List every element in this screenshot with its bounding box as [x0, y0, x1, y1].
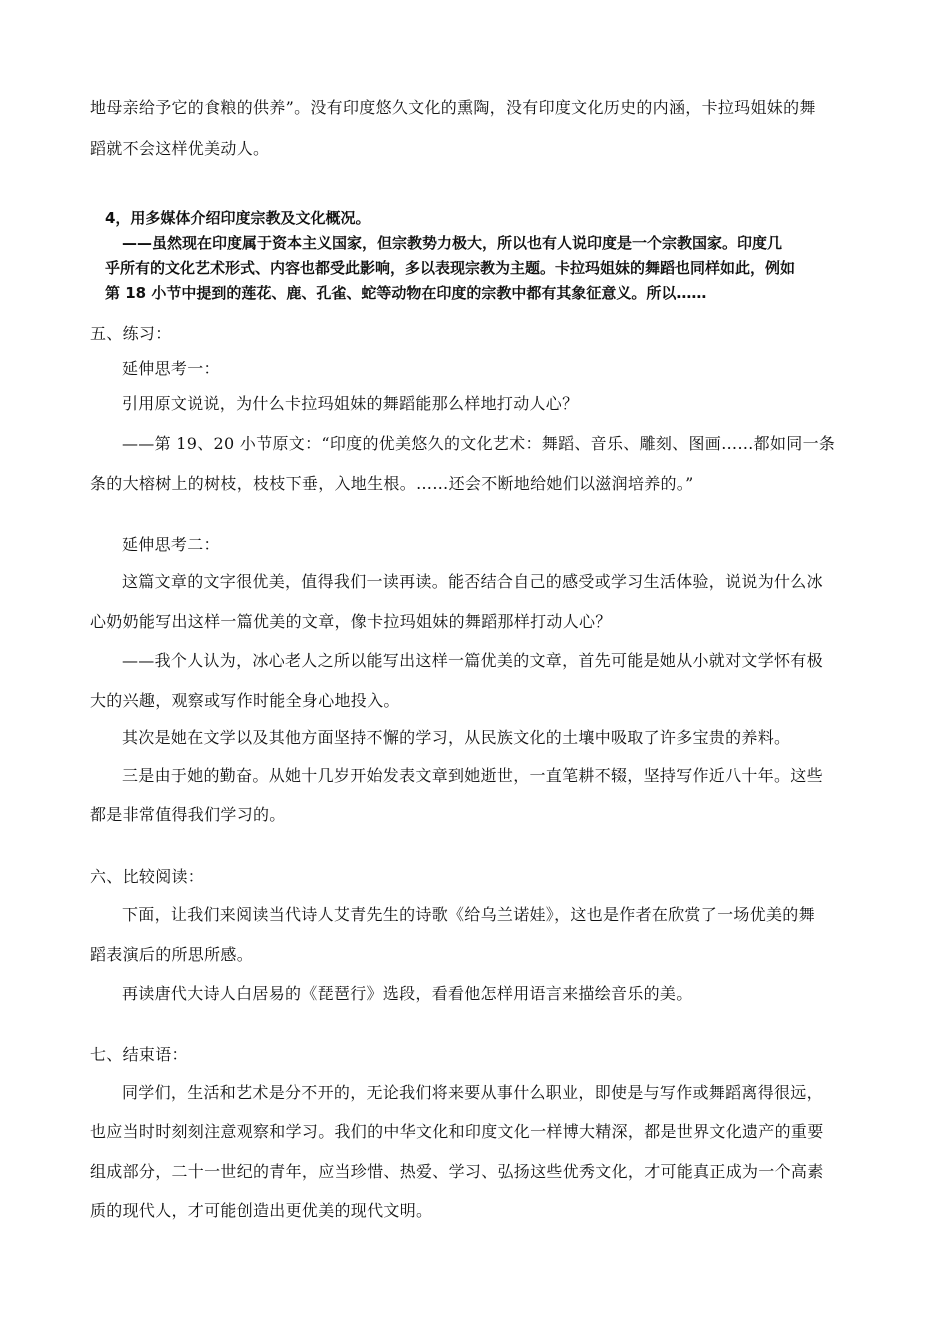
paragraph-line: ——虽然现在印度属于资本主义国家，但宗教势力极大，所以也有人说印度是一个宗教国家。印度几: [122, 234, 783, 252]
subheading: 延伸思考二：: [122, 535, 220, 554]
paragraph-line: 地母亲给予它的食粮的供养”。没有印度悠久文化的熏陶，没有印度文化历史的内涵，卡拉玛姐妹的舞: [90, 98, 816, 117]
paragraph-line: 组成部分，二十一世纪的青年，应当珍惜、热爱、学习、弘扬这些优秀文化，才可能真正成为一个高素: [90, 1162, 824, 1181]
paragraph-line: ——我个人认为，冰心老人之所以能写出这样一篇优美的文章，首先可能是她从小就对文学怀有极: [122, 651, 823, 670]
paragraph-line: 这篇文章的文字很优美，值得我们一读再读。能否结合自己的感受或学习生活体验，说说为什么冰: [122, 572, 823, 591]
paragraph-line: 三是由于她的勤奋。从她十几岁开始发表文章到她逝世，一直笔耕不辍，坚持写作近八十年。这些: [122, 766, 823, 785]
paragraph-line: 质的现代人，才可能创造出更优美的现代文明。: [90, 1201, 433, 1220]
paragraph-line: 蹈就不会这样优美动人。: [90, 139, 270, 158]
paragraph-line: 也应当时时刻刻注意观察和学习。我们的中华文化和印度文化一样博大精深，都是世界文化遗产的重要: [90, 1122, 824, 1141]
paragraph-line: 条的大榕树上的树枝，枝枝下垂，入地生根。……还会不断地给她们以滋润培养的。”: [90, 474, 694, 493]
section-heading: 五、练习：: [90, 324, 172, 343]
paragraph-line: 其次是她在文学以及其他方面坚持不懈的学习，从民族文化的土壤中吸取了许多宝贵的养料。: [122, 728, 791, 747]
section-heading: 六、比较阅读：: [90, 867, 205, 886]
paragraph-line: 心奶奶能写出这样一篇优美的文章，像卡拉玛姐妹的舞蹈那样打动人心？: [90, 612, 612, 631]
paragraph-line: 蹈表演后的所思所感。: [90, 945, 254, 964]
paragraph-line: 同学们，生活和艺术是分不开的，无论我们将来要从事什么职业，即使是与写作或舞蹈离得很远，: [122, 1083, 823, 1102]
section-heading: 七、结束语：: [90, 1045, 188, 1064]
section-heading: 4，用多媒体介绍印度宗教及文化概况。: [105, 209, 371, 227]
paragraph-line: 大的兴趣，观察或写作时能全身心地投入。: [90, 691, 400, 710]
paragraph-line: 下面，让我们来阅读当代诗人艾青先生的诗歌《给乌兰诺娃》，这也是作者在欣赏了一场优美的舞: [122, 905, 815, 924]
paragraph-line: 乎所有的文化艺术形式、内容也都受此影响，多以表现宗教为主题。卡拉玛姐妹的舞蹈也同样如此，例如: [105, 259, 796, 277]
paragraph-line: 都是非常值得我们学习的。: [90, 805, 286, 824]
paragraph-line: 再读唐代大诗人白居易的《琵琶行》选段，看看他怎样用语言来描绘音乐的美。: [122, 984, 693, 1003]
paragraph-line: 引用原文说说，为什么卡拉玛姐妹的舞蹈能那么样地打动人心？: [122, 394, 579, 413]
paragraph-line: ——第 19、20 小节原文：“印度的优美悠久的文化艺术：舞蹈、音乐、雕刻、图画……都如同一条: [122, 434, 836, 453]
paragraph-line: 第 18 小节中提到的莲花、鹿、孔雀、蛇等动物在印度的宗教中都有其象征意义。所以……: [105, 284, 707, 302]
subheading: 延伸思考一：: [122, 359, 220, 378]
